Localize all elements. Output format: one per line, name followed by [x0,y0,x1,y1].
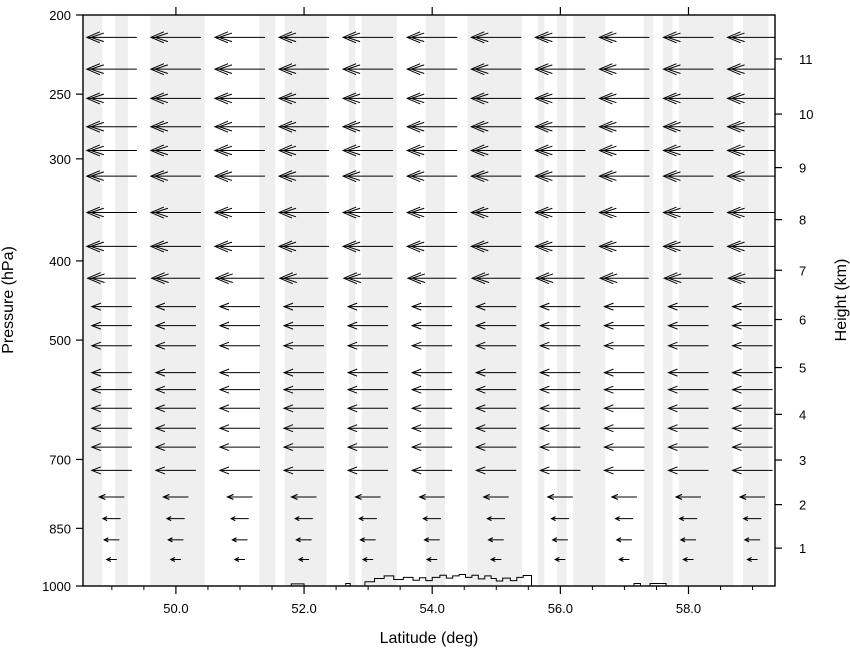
shaded-band-2 [150,15,204,586]
height-tick-label: 7 [799,263,807,279]
x-tick-label: 56.0 [547,601,574,616]
wind-vector-c8-l1 [599,64,649,75]
wind-vector-c8-l16 [604,444,644,451]
pressure-tick-label: 1000 [42,579,71,594]
x-tick-label: 58.0 [675,601,702,616]
wind-vector-c8-l13 [604,386,644,393]
wind-vector-c8-l2 [599,93,649,104]
x-tick-label: 52.0 [291,601,317,616]
pressure-tick-label: 400 [49,253,71,269]
wind-vector-c8-l3 [599,121,649,132]
pressure-tick-label: 500 [49,333,71,349]
height-tick-label: 6 [799,312,807,328]
wind-vector-c2-l19 [231,517,249,521]
wind-vector-c2-l20 [232,538,247,542]
height-tick-label: 1 [799,541,807,557]
wind-vector-c2-l16 [220,444,260,451]
pressure-tick-label: 200 [49,8,71,23]
wind-vector-c2-l4 [215,145,265,156]
wind-vector-c8-l7 [599,241,649,252]
shaded-band-6 [362,15,397,586]
wind-vector-c2-l14 [220,405,260,412]
wind-vector-c2-l17 [220,467,260,474]
shaded-band-1 [115,15,128,586]
shaded-band-14 [679,15,733,586]
wind-vector-c8-l20 [617,538,632,542]
wind-vector-c2-l21 [235,557,245,561]
wind-vector-c8-l14 [604,405,644,412]
pressure-tick-label: 300 [49,151,71,167]
shaded-band-10 [557,15,567,586]
shaded-band-3 [259,15,275,586]
wind-vector-c2-l2 [215,93,265,104]
pressure-tick-label: 250 [49,87,71,103]
wind-vector-c8-l12 [604,369,644,376]
height-tick-label: 5 [799,360,807,376]
pressure-tick-label: 700 [49,452,71,468]
shaded-band-11 [573,15,605,586]
shaded-band-15 [743,15,769,586]
shaded-bands [83,15,769,586]
height-tick-label: 11 [799,51,813,67]
shaded-band-12 [644,15,654,586]
wind-vector-c8-l9 [604,303,644,310]
shaded-band-7 [426,15,445,586]
wind-vector-c2-l5 [215,171,265,182]
wind-vector-c2-l3 [215,121,265,132]
height-tick-label: 8 [799,212,807,228]
y-axis-title-left: Pressure (hPa) [0,246,17,354]
wind-vector-c2-l10 [220,322,260,329]
height-tick-label: 2 [799,497,807,513]
wind-vector-c8-l10 [604,322,644,329]
wind-vector-c8-l18 [612,494,637,499]
height-tick-label: 10 [799,107,814,123]
height-tick-label: 4 [799,407,807,423]
wind-vector-c2-l9 [220,303,260,310]
x-axis-title: Latitude (deg) [379,630,479,647]
wind-vector-c8-l11 [604,342,644,349]
x-tick-label: 50.0 [163,601,189,616]
wind-vector-c2-l13 [220,386,260,393]
wind-vector-c2-l15 [220,425,260,432]
wind-vector-c8-l4 [599,145,649,156]
height-tick-label: 9 [799,160,807,176]
wind-vector-c8-l0 [599,32,649,43]
x-tick-label: 54.0 [419,601,445,616]
wind-vector-c2-l1 [215,64,265,75]
wind-vector-c8-l15 [604,425,644,432]
wind-vector-c8-l6 [599,207,649,218]
wind-vector-c8-l17 [604,467,644,474]
wind-vector-c2-l12 [220,369,260,376]
wind-vector-c2-l8 [216,273,265,284]
wind-vector-c8-l8 [600,273,649,284]
wind-vector-c2-l18 [227,494,252,499]
wind-vector-c2-l0 [215,32,265,43]
wind-vector-c8-l5 [599,171,649,182]
wind-vector-c2-l6 [215,207,265,218]
y-axis-title-right: Height (km) [833,258,850,342]
wind-vector-c2-l11 [220,342,260,349]
wind-vector-c2-l7 [215,241,265,252]
wind-vector-c8-l21 [619,557,629,561]
pressure-tick-label: 850 [49,521,71,537]
height-tick-label: 3 [799,453,807,469]
wind-vector-c8-l19 [616,517,634,521]
